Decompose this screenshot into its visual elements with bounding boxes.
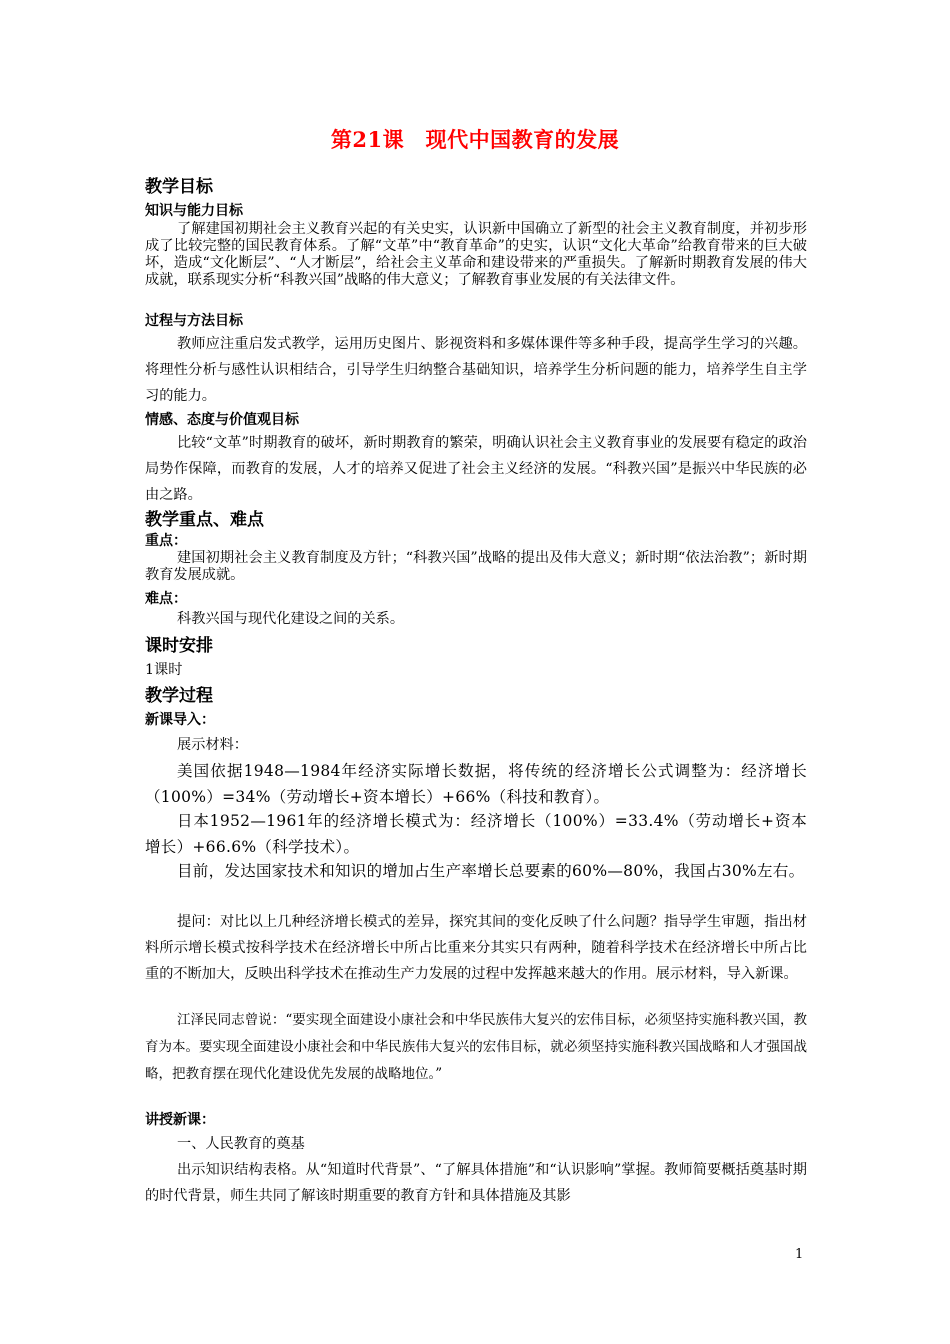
key-label: 重点： bbox=[145, 533, 187, 549]
teaching-process-heading: 教学过程 bbox=[145, 686, 213, 706]
page-number: 1 bbox=[795, 1247, 804, 1262]
question-paragraph: 提问：对比以上几种经济增长模式的差异，探究其间的变化反映了什么问题？指导学生审题，指出材料所示增长模式按科学技术在经济增长中所占比重来分其实只有两种，随着科学技术在经济增长中所占比重的不断加大，反映出科学技术在推动生产力发展的过程中发挥越来越大的作用。展示材料，导入新课。 bbox=[145, 914, 807, 982]
goals-heading: 教学目标 bbox=[145, 177, 213, 197]
process-paragraph: 教师应注重启发式教学，运用历史图片、影视资料和多媒体课件等多种手段，提高学生学习的兴趣。将理性分析与感性认识相结合，引导学生归纳整合基础知识，培养学生分析问题的能力，培养学生自主学习的能力。 bbox=[145, 336, 807, 404]
emotion-heading: 情感、态度与价值观目标 bbox=[145, 412, 299, 428]
emotion-paragraph: 比较“文革”时期教育的破坏，新时期教育的繁荣，明确认识社会主义教育事业的发展要有稳定的政治局势作保障，而教育的发展，人才的培养又促进了社会主义经济的发展。“科教兴国”是振兴中华民族的必由之路。 bbox=[145, 435, 807, 503]
japan-paragraph: 日本1952—1961年的经济增长模式为：经济增长（100%）=33.4%（劳动增长+资本增长）+66.6%（科学技术）。 bbox=[145, 812, 807, 856]
schedule-text: 1课时 bbox=[145, 662, 183, 678]
usa-paragraph: 美国依据1948—1984年经济实际增长数据，将传统的经济增长公式调整为：经济增长（100%）=34%（劳动增长+资本增长）+66%（科技和教育）。 bbox=[145, 762, 807, 806]
focus-heading: 教学重点、难点 bbox=[145, 510, 264, 530]
key-paragraph: 建国初期社会主义教育制度及方针；“科教兴国”战略的提出及伟大意义；新时期“依法治教”；新时期教育发展成就。 bbox=[145, 550, 807, 583]
part1-paragraph: 出示知识结构表格。从“知道时代背景”、“了解具体措施”和“认识影响”掌握。教师简要概括奠基时期的时代背景，师生共同了解该时期重要的教育方针和具体措施及其影 bbox=[145, 1162, 807, 1204]
lesson-title: 第21课 现代中国教育的发展 bbox=[330, 127, 620, 152]
part1-title: 一、人民教育的奠基 bbox=[177, 1136, 305, 1152]
intro-label: 新课导入： bbox=[145, 712, 215, 728]
current-paragraph: 目前，发达国家技术和知识的增加占生产率增长总要素的60%—80%，我国占30%左右。 bbox=[177, 862, 805, 880]
difficult-label: 难点： bbox=[145, 591, 187, 607]
schedule-heading: 课时安排 bbox=[145, 636, 213, 656]
knowledge-heading: 知识与能力目标 bbox=[145, 203, 243, 219]
show-material: 展示材料： bbox=[177, 737, 248, 753]
lecture-label: 讲授新课： bbox=[145, 1112, 215, 1128]
process-heading: 过程与方法目标 bbox=[145, 313, 243, 329]
jiang-quote-paragraph: 江泽民同志曾说：“要实现全面建设小康社会和中华民族伟大复兴的宏伟目标，必须坚持实施科教兴国，教育为本。要实现全面建设小康社会和中华民族伟大复兴的宏伟目标，就必须坚持实施科教兴国战略和人才强国战略，把教育摆在现代化建设优先发展的战略地位。” bbox=[145, 1012, 807, 1082]
difficult-paragraph: 科教兴国与现代化建设之间的关系。 bbox=[177, 611, 405, 627]
knowledge-paragraph: 了解建国初期社会主义教育兴起的有关史实，认识新中国确立了新型的社会主义教育制度，并初步形成了比较完整的国民教育体系。了解“文革”中“教育革命”的史实，认识“文化大革命”给教育带来的巨大破坏，造成“文化断层”、“人才断层”，给社会主义革命和建设带来的严重损失。了解新时期教育发展的伟大成就，联系现实分析“科教兴国”战略的伟大意义；了解教育事业发展的有关法律文件。 bbox=[145, 221, 807, 288]
